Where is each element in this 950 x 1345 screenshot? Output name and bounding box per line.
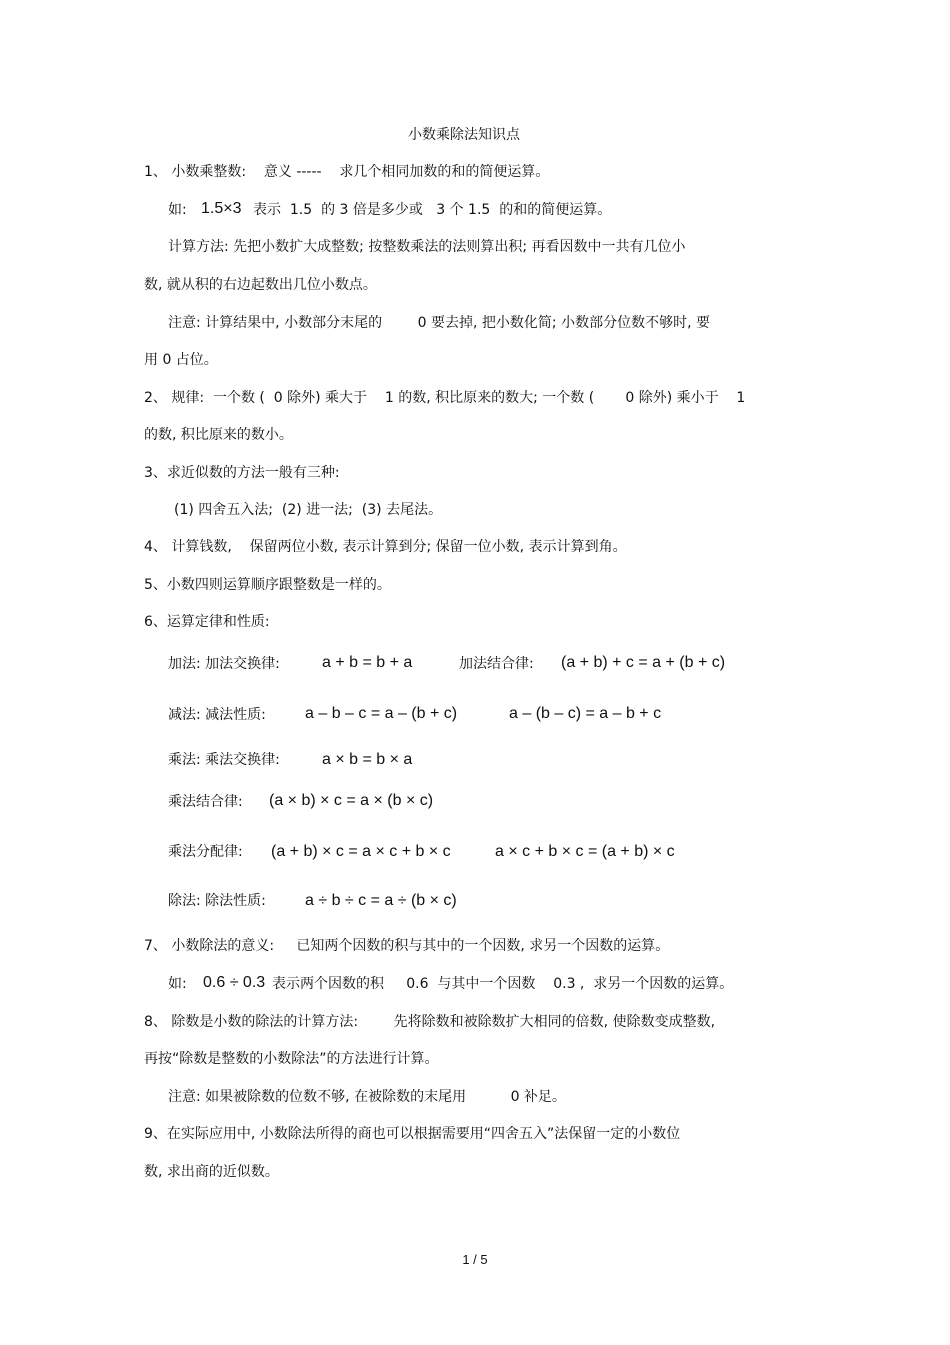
page-title: 小数乘除法知识点 [408, 127, 520, 143]
text-line: 表示 1.5 的 3 倍是多少或 3 个 1.5 的和的简便运算。 [253, 202, 612, 218]
text-line: 2、 规律: 一个数 ( 0 除外) 乘大于 1 的数, 积比原来的数大; 一个数 ( 0 除外) 乘小于 1 [144, 390, 746, 406]
text-line: 注意: 如果被除数的位数不够, 在被除数的末尾用 0 补足。 [168, 1089, 566, 1105]
text-line: 9、在实际应用中, 小数除法所得的商也可以根据需要用“四舍五入”法保留一定的小数位 [144, 1126, 681, 1142]
text-line: 表示两个因数的积 0.6 与其中一个因数 0.3 , 求另一个因数的运算。 [272, 976, 734, 992]
math-expression: a × b = b × a [322, 751, 413, 768]
text-line: 3、求近似数的方法一般有三种: [144, 465, 340, 481]
text-line: (1) 四舍五入法; (2) 进一法; (3) 去尾法。 [174, 502, 443, 518]
text-line: 用 0 占位。 [144, 352, 218, 368]
text-line: 再按“除数是整数的小数除法”的方法进行计算。 [144, 1051, 439, 1067]
text-line: 乘法分配律: [168, 844, 243, 860]
text-line: 6、运算定律和性质: [144, 614, 270, 630]
math-expression: 1.5×3 [201, 200, 242, 217]
text-line: 注意: 计算结果中, 小数部分末尾的 0 要去掉, 把小数化简; 小数部分位数不够时, 要 [168, 315, 710, 331]
text-line: 8、 除数是小数的除法的计算方法: 先将除数和被除数扩大相同的倍数, 使除数变成整数, [144, 1014, 716, 1030]
text-line: 4、 计算钱数, 保留两位小数, 表示计算到分; 保留一位小数, 表示计算到角。 [144, 539, 627, 555]
text-line: 除法: 除法性质: [168, 893, 266, 909]
math-expression: a – (b – c) = a – b + c [509, 705, 662, 722]
math-expression: (a + b) + c = a + (b + c) [561, 654, 726, 671]
math-expression: (a × b) × c = a × (b × c) [269, 792, 434, 809]
math-expression: a × c + b × c = (a + b) × c [495, 843, 675, 860]
text-line: 计算方法: 先把小数扩大成整数; 按整数乘法的法则算出积; 再看因数中一共有几位小 [168, 239, 686, 255]
text-line: 乘法: 乘法交换律: [168, 752, 280, 768]
text-line: 乘法结合律: [168, 794, 243, 810]
text-line: 数, 就从积的右边起数出几位小数点。 [144, 277, 377, 293]
math-expression: 0.6 ÷ 0.3 [203, 974, 266, 991]
math-expression: a ÷ b ÷ c = a ÷ (b × c) [305, 892, 457, 909]
text-line: 如: [168, 202, 187, 218]
math-expression: a + b = b + a [322, 654, 413, 671]
text-line: 的数, 积比原来的数小。 [144, 427, 293, 443]
text-line: 5、小数四则运算顺序跟整数是一样的。 [144, 577, 391, 593]
math-expression: a – b – c = a – (b + c) [305, 705, 458, 722]
text-line: 加法结合律: [459, 656, 534, 672]
text-line: 加法: 加法交换律: [168, 656, 280, 672]
text-line: 1、 小数乘整数: 意义 ----- 求几个相同加数的和的简便运算。 [144, 164, 550, 180]
text-line: 如: [168, 976, 187, 992]
math-expression: (a + b) × c = a × c + b × c [271, 843, 451, 860]
page-number: 1 / 5 [462, 1252, 488, 1267]
text-line: 数, 求出商的近似数。 [144, 1164, 279, 1180]
text-line: 7、 小数除法的意义: 已知两个因数的积与其中的一个因数, 求另一个因数的运算。 [144, 938, 670, 954]
text-line: 减法: 减法性质: [168, 707, 266, 723]
